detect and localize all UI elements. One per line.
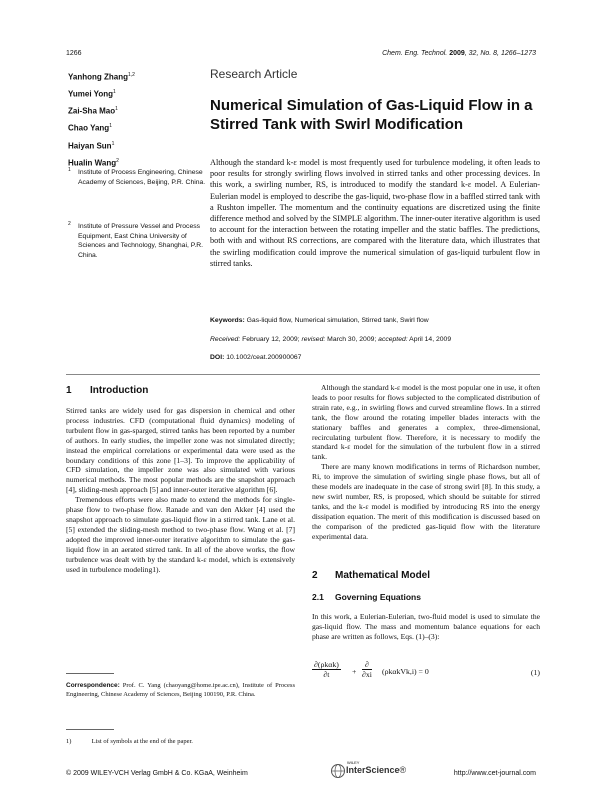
received-date: February 12, 2009; [242,336,300,343]
author-name [68,102,203,119]
revised-label: revised: [301,336,326,343]
column-2-body [312,383,540,542]
accepted-date: April 14, 2009 [409,336,452,343]
paragraph: Although the standard k-ε model is the most popular one in use, it often leads to poor results for flows subjected to the complicated distribution of strain rate, e.g., in swirling flows and curved streamline flows. In a stirred tank, the flow around the rotating impeller blades interacts with the stationary baffles and generates a complex, three-dimensional, recirculating turbulent flow. Therefore, it is necessary to modify the standard k-ε model for the simulation of the turbulent flow in a stirred tank. [312,383,540,462]
equation-number: (1) [530,668,540,677]
equation-fraction [362,660,372,679]
section-number: 1 [66,385,72,396]
paragraph: Stirred tanks are widely used for gas dispersion in chemical and other process industries. CFD (computational fluid dynamics) modeling of turbulent flow in gas-sparged, stirred tanks has been reported by a number of authors. In early studies, the impeller zone was not simulated directly; instead the empirical correlations or experimental data were used as the boundary conditions of this zone [1–3]. To improve the applicability of CFD simulation, the impeller zone was also simulated with various numerical methods. The most popular methods are the snapshot approach [4], sliding-mesh approach [5] and inner-outer iterative algorithm [6]. [66,406,295,495]
fraction-denominator: ∂t [323,670,330,679]
author-affiliation-mark: 1,2 [128,72,135,78]
logo-publisher: WILEY [347,760,360,765]
logo-wordmark-a: Inter [346,765,366,775]
logo-wordmark-b: Science [365,765,400,775]
section-number: 2 [312,570,318,581]
footnote-divider [66,673,114,674]
affiliation-number: 2 [68,221,71,227]
abstract: Although the standard k-ε model is most frequently used for turbulence modeling, it often leads to poor results for strongly swirling flows involved in stirred tanks and other processing devices. In this work, a swirling number, RS, is introduced to modify the standard k-ε model. A Eulerian-Eulerian model is employed to describe the gas-liquid, two-phase flow in a baffled stirred tank with a Rushton impeller. The momentum and the continuity equations are discretized using the finite difference method and solved by the SIMPLE algorithm. The inner-outer iterative algorithm is used to account for the interaction between the rotating impeller and the static baffles. The predictions, both with and without RS corrections, are compared with the literature data, which illustrates that the swirling modification could improve the numerical simulation of gas-liquid turbulent flow in stirred tanks. [210,158,540,268]
equation-fraction [312,660,341,679]
affiliation-text: Institute of Process Engineering, Chinese Academy of Sciences, Beijing, P.R. China. [78,169,206,186]
equation-plus: + [352,667,357,676]
section-title-introduction: Introduction [90,385,149,396]
dates-line [210,336,540,343]
author-name-text: Yanhong Zhang [68,72,128,82]
author-list [68,68,203,171]
equation-term: (ρkαkVk,i) = 0 [382,667,429,676]
author-name-text: Zai-Sha Mao [68,106,116,116]
page-number: 1266 [66,50,82,57]
journal-year: 2009 [449,50,465,57]
doi-line [210,354,540,361]
correspondence-text: Prof. C. Yang (chaoyang@home.ipe.ac.cn), Institute of Process Engineering, Chinese Academy of Sciences, Beijing 100190, P.R. China. [66,682,295,698]
paragraph: There are many known modifications in terms of Richardson number, Ri, to improve the simulation of swirling single phase flows, but all of these models are inadequate in the case of strong swirl [8]. In this study, a new swirl number, RS, is proposed, which should be suitable for stirred tanks, and the k-ε model is modified by introducing RS into the energy dissipation equation. The merit of this modification is discussed based on the comparison of the predicted gas-liquid flow with the literature experimental data. [312,462,540,541]
logo-wordmark: InterScience® [346,765,407,775]
equation-1 [312,660,540,684]
journal-url[interactable]: http://www.cet-journal.com [453,770,536,777]
article-type: Research Article [210,67,298,81]
doi-link[interactable]: 10.1002/ceat.200900067 [226,354,302,361]
journal-name: Chem. Eng. Technol. [382,50,448,57]
keywords [210,317,540,324]
author-name [68,137,203,154]
column-2-body-continued [312,612,540,642]
revised-date: March 30, 2009; [327,336,377,343]
author-affiliation-mark: 1 [113,89,116,96]
fraction-denominator: ∂xi [362,670,372,679]
fraction-numerator: ∂ [362,660,372,670]
footnote-text: List of symbols at the end of the paper. [91,738,193,745]
affiliation-number: 1 [68,167,71,173]
header-divider [66,374,540,375]
correspondence [66,681,295,699]
interscience-logo [330,760,410,782]
author-name-text: Chao Yang [68,124,110,134]
doi-label: DOI: [210,354,225,361]
author-name-text: Hualin Wang [68,158,117,168]
author-affiliation-mark: 1 [111,140,115,147]
keywords-text: Gas-liquid flow, Numerical simulation, Stirred tank, Swirl flow [246,317,429,324]
author-name-text: Yumei Yong [68,89,114,99]
author-name [68,119,203,136]
author-name [68,85,203,102]
footnote-divider [66,729,114,730]
author-affiliation-mark: 1 [109,123,112,130]
footnote-number: 1) [66,738,72,745]
column-1-body [66,406,295,574]
keywords-label: Keywords: [210,317,245,324]
copyright: © 2009 WILEY-VCH Verlag GmbH & Co. KGaA, Weinheim [66,770,248,777]
received-label: Received: [210,336,241,343]
affiliation-text: Institute of Pressure Vessel and Process Equipment, East China University of Sciences and Technology, Shanghai, P.R. China. [78,223,204,259]
affiliation-2 [68,222,208,260]
subsection-title-governing-equations: Governing Equations [335,592,421,602]
paragraph: In this work, a Eulerian-Eulerian, two-fluid model is used to simulate the gas-liquid flow. The mass and momentum balance equations for each phase are written as follows, Eqs. (1)–(3): [312,612,540,641]
author-name-text: Haiyan Sun [68,141,112,151]
paragraph: Tremendous efforts were also made to extend the methods for single-phase flow to two-phase flow. Ranade and van den Akker [4] used the snapshot approach to simulate gas-liquid flow in a stirred tank. Lane et al. [5] extended the sliding-mesh method to two-phase flow. Wang et al. [7] adopted the improved inner-outer iterative algorithm to simulate the gas-liquid flow in an aerated stirred tank. In all of the above works, the flow turbulence was dealt with by the standard k-ε model, which is extensively used in turbulence modeling1). [66,495,295,574]
author-name [68,68,203,85]
affiliation-1 [68,168,208,187]
article-title: Numerical Simulation of Gas-Liquid Flow in a Stirred Tank with Swirl Modification [210,97,533,133]
section-title-mathematical-model: Mathematical Model [335,570,431,581]
fraction-numerator: ∂(ρkαk) [314,660,339,669]
journal-citation [382,50,536,57]
journal-volume: , 32, No. 8, 1266–1273 [464,50,536,57]
author-affiliation-mark: 1 [115,106,118,113]
correspondence-label: Correspondence: [66,682,120,689]
footnote [66,738,193,745]
globe-icon [330,763,346,779]
subsection-number: 2.1 [312,592,324,602]
accepted-label: accepted: [378,336,408,343]
author-affiliation-mark: 2 [116,157,119,164]
